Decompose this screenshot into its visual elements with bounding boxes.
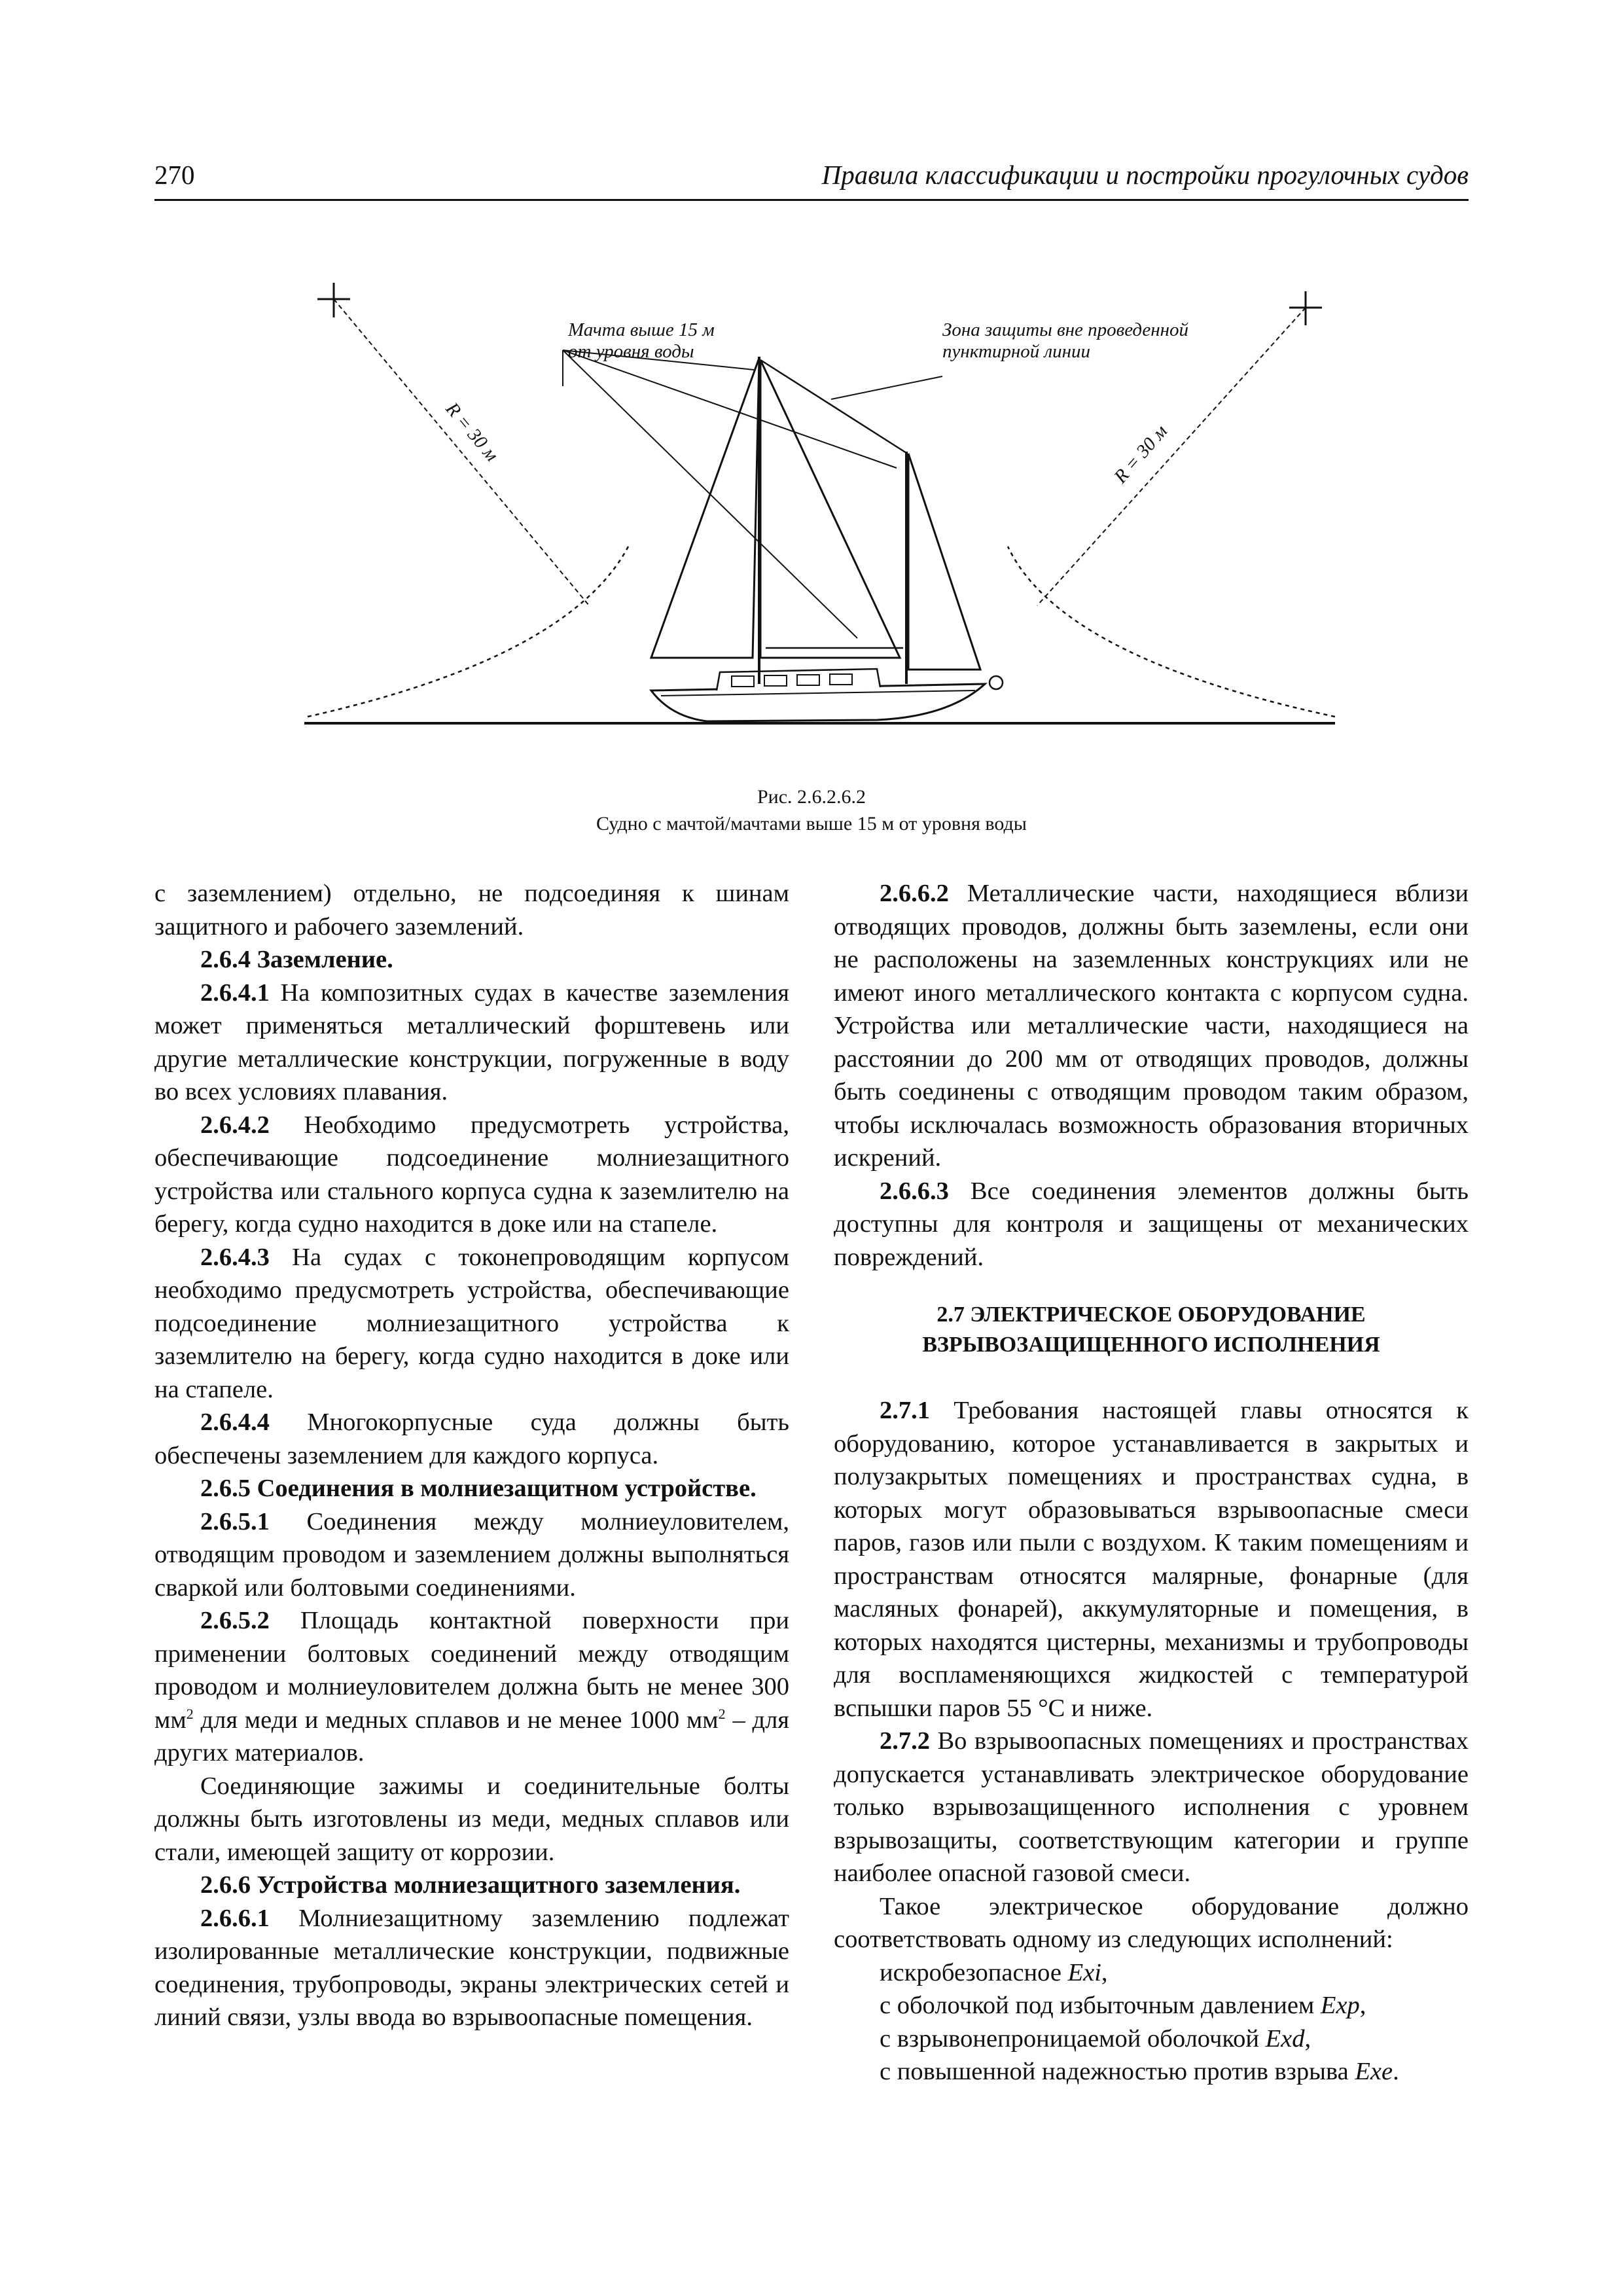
- paragraph-2-6-6-2: 2.6.6.2 Металлические части, находящиеся вблизи отводящих проводов, должны быть заземлены, если они не расположены на заземленных конструкциях или не имеют иного металлического контакта с корпусом судна. Устройства или металлические части, находящиеся на расстоянии до 200 мм от отводящих проводов, должны быть соединены с отводящим проводом таким образом, чтобы исключалась возможность образования вторичных искрений.: [834, 880, 1469, 1172]
- paragraph-2-6-5-1: 2.6.5.1 Соединения между молниеуловителем, отводящим проводом и заземлением должны выполняться сваркой или болтовыми соединениями.: [154, 1507, 789, 1602]
- list-item-exd: с взрывонепроницаемой оболочкой Exd,: [880, 2024, 1311, 2053]
- section-heading-2-6-5: 2.6.5 Соединения в молниезащитном устройстве.: [200, 1475, 757, 1502]
- cabin: [717, 669, 880, 691]
- radius-label-right: R = 30 м: [1110, 421, 1172, 488]
- running-header: [154, 159, 1469, 198]
- section-heading-2-6-4: 2.6.4 Заземление.: [200, 946, 393, 973]
- radius-label-left: R = 30 м: [441, 398, 503, 466]
- header-rule: [154, 199, 1469, 201]
- jib-sail: [651, 358, 759, 658]
- list-item-exp: с оболочкой под избыточным давлением Exp,: [880, 1992, 1366, 2019]
- section-title-line2: ВЗРЫВОЗАЩИЩЕННОГО ИСПОЛНЕНИЯ: [922, 1333, 1380, 1357]
- mast-label-line2: от уровня воды: [568, 341, 694, 362]
- paragraph-2-6-4-1: 2.6.4.1 На композитных судах в качестве заземления может применяться металлический форштевень или другие металлические конструкции, погруженные в воду во всех условиях плавания.: [154, 978, 789, 1105]
- paragraph-continuation: с заземлением) отдельно, не подсоединяя к шинам защитного и рабочего заземлений.: [154, 880, 789, 941]
- section-heading-2-6-6: 2.6.6 Устройства молниезащитного заземления.: [200, 1871, 741, 1899]
- protection-zone-arc-right: [1008, 547, 1335, 717]
- right-column: [834, 877, 1469, 2089]
- radius-line-left: [334, 299, 589, 605]
- paragraph-2-7-1: 2.7.1 Требования настоящей главы относятся к оборудованию, которое устанавливается в закрытых и полузакрытых помещениях и пространствах судна, в которых могут образовываться взрывоопасные смеси паров, газов или пыли с воздухом. К таким помещениям и пространствам относятся малярные, фонарные (для масляных фонарей), аккумуляторные и помещения, в которых находятся цистерны, механизмы и трубопроводы для воспламеняющихся жидкостей с температурой вспышки паров 55 °С и ниже.: [834, 1397, 1469, 1722]
- paragraph-2-6-4-3: 2.6.4.3 На судах с токонепроводящим корпусом необходимо предусмотреть устройства, обеспечивающие подсоединение молниезащитного устройства к заземлителю на берегу, когда судно находится в доке или на стапеле.: [154, 1243, 789, 1403]
- figure-caption: [154, 783, 1469, 837]
- list-item-exi: искробезопасное Exi,: [880, 1958, 1108, 1986]
- section-title-line1: 2.7 ЭЛЕКТРИЧЕСКОЕ ОБОРУДОВАНИЕ: [936, 1302, 1366, 1327]
- list-item-exe: с повышенной надежностью против взрыва Exe.: [880, 2058, 1399, 2085]
- figure-caption-number: Рис. 2.6.2.6.2: [757, 786, 866, 808]
- paragraph-2-7-2: 2.7.2 Во взрывоопасных помещениях и пространствах допускается устанавливать электрическое оборудование только взрывозащищенного исполнения с уровнем взрывозащиты, соответствующим категории и группе наиболее опасной газовой смеси.: [834, 1727, 1469, 1887]
- zone-label-line1: Зона защиты вне проведенной: [942, 319, 1189, 340]
- paragraph-2-6-4-2: 2.6.4.2 Необходимо предусмотреть устройства, обеспечивающие подсоединение молниезащитного устройства или стального корпуса судна к заземлителю на берегу, когда судно находится в доке или на стапеле.: [154, 1111, 789, 1238]
- hull: [651, 684, 985, 721]
- paragraph-2-6-5-2: 2.6.5.2 Площадь контактной поверхности при применении болтовых соединений между отводящим проводом и молниеуловителем должна быть не менее 300 $мм^2$ для меди и медных сплавов и не менее 1000 $мм^2$ – для других материалов.: [154, 1607, 789, 1767]
- section-title-2-7: [834, 1300, 1469, 1360]
- figure-drawing: [288, 265, 1335, 762]
- mizzen-sail: [908, 454, 980, 670]
- left-column: [154, 877, 789, 2034]
- mast-label-line1: Мачта выше 15 м: [568, 319, 715, 340]
- paragraph-such-equipment: Такое электрическое оборудование должно соответствовать одному из следующих исполнений:: [834, 1892, 1469, 1953]
- protection-zone-arc-left: [308, 547, 628, 717]
- zone-label-line2: пунктирной линии: [942, 341, 1091, 362]
- paragraph-2-6-6-3: 2.6.6.3 Все соединения элементов должны быть доступны для контроля и защищены от механических повреждений.: [834, 1177, 1469, 1271]
- bow-fitting: [990, 676, 1003, 689]
- page-number: 270: [154, 160, 195, 190]
- paragraph-2-6-4-4: 2.6.4.4 Многокорпусные суда должны быть обеспечены заземлением для каждого корпуса.: [154, 1408, 789, 1469]
- figure-sailboat-lightning-protection: [288, 265, 1335, 762]
- paragraph-2-6-6-1: 2.6.6.1 Молниезащитному заземлению подлежат изолированные металлические конструкции, подвижные соединения, трубопроводы, экраны электрических сетей и линий связи, узлы ввода во взрывоопасные помещения.: [154, 1904, 789, 2031]
- figure-caption-text: Судно с мачтой/мачтами выше 15 м от уровня воды: [596, 813, 1027, 834]
- paragraph-bolts: Соединяющие зажимы и соединительные болты должны быть изготовлены из меди, медных сплавов или стали, имеющей защиту от коррозии.: [154, 1772, 789, 1866]
- running-title: Правила классификации и постройки прогулочных судов: [821, 160, 1469, 190]
